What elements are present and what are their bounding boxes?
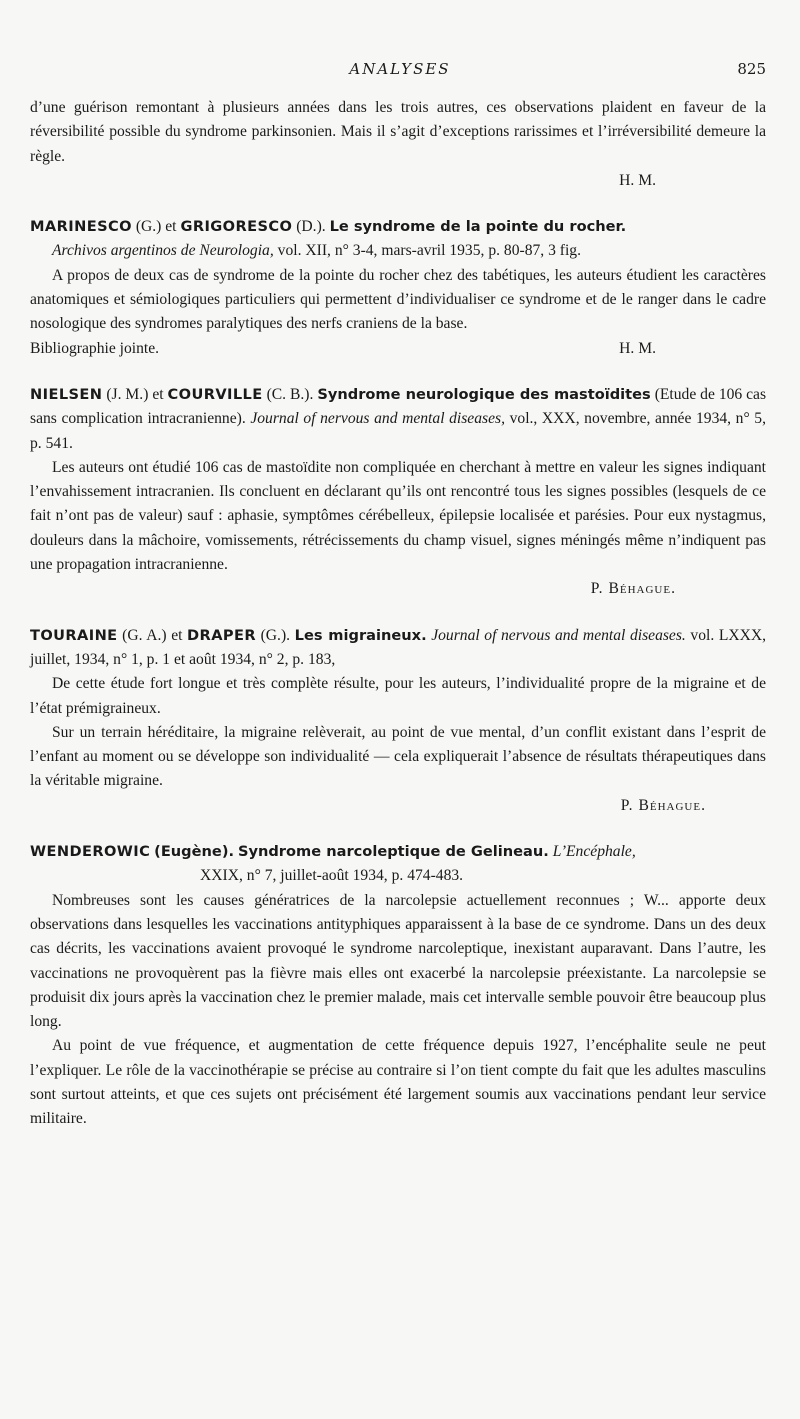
author-initials: (C. B.).: [266, 385, 314, 403]
signature: [30, 794, 766, 818]
running-head: [0, 60, 800, 82]
author-initials: (D.).: [296, 218, 326, 236]
abstract-paragraph: Les auteurs ont étudié 106 cas de mastoïdite non compliquée en cherchant à mettre en valeur les signes indiquant l’envahissement intracranien. Ils concluent en déclarant qu’ils ont rencontré tous les signes possibles (lesquels de ce fait n’ont pas de valeur) sauf : aphasie, symptômes cérébelleux, épilepsie localisée et parésies. Pour eux nystagmus, douleurs dans la mâchoire, vomissements, rétrécissements du champ visuel, signes méningés même n’indiquent pas une propagation intracranienne.: [30, 458, 766, 574]
author-initials: (Eugène).: [154, 843, 235, 861]
signature: H. M.: [619, 339, 656, 357]
page-content: [30, 96, 766, 1132]
journal-name: Archivos argentinos de Neurologia,: [52, 242, 274, 260]
author-name: WENDEROWIC: [30, 843, 151, 861]
citation: vol., XXX, novembre, année 1934, n° 5, p. 541.: [30, 410, 766, 452]
signature: [30, 577, 766, 601]
conjunction: et: [165, 218, 177, 236]
article-title: Les migraineux.: [294, 626, 427, 644]
article-title: Syndrome neurologique des mastoïdites: [317, 385, 651, 403]
review-entry: [30, 383, 766, 602]
author-initials: (G.).: [260, 626, 291, 644]
running-title: ANALYSES: [349, 60, 451, 78]
review-entry: [30, 624, 766, 818]
citation: vol. LXXX, juillet, 1934, n° 1, p. 1 et août 1934, n° 2, p. 183,: [30, 626, 767, 668]
author-initials: (G. A.): [122, 626, 167, 644]
page-number: 825: [737, 60, 766, 78]
journal-name: Journal of nervous and mental diseases.: [431, 626, 686, 644]
author-initials: (G.): [135, 218, 162, 236]
review-entry: [30, 215, 766, 361]
entry-header: [30, 383, 766, 456]
journal-name: L’Encéphale,: [552, 843, 636, 861]
conjunction: et: [152, 385, 164, 403]
biblio-line: [30, 337, 766, 361]
signature-name: P. Béhague.: [590, 580, 676, 598]
article-title: Le syndrome de la pointe du rocher.: [329, 218, 627, 236]
author-name: MARINESCO: [30, 218, 132, 236]
abstract-paragraph: Nombreuses sont les causes génératrices de la narcolepsie actuellement reconnues ; W... apporte deux observations dans lesquelles les vaccinations antityphiques apparaissent à la base de ce syndrome. Dans un des deux cas décrits, les vaccinations avaient provoqué le syndrome narcoleptique, inexistant auparavant. Dans l’autre, les vaccinations ne provoquèrent pas la fièvre mais elles ont exacerbé la narcolepsie préexistante. La narcolepsie se produisit dix jours après la vaccination chez le premier malade, mais cet intervalle semble pouvoir être beaucoup plus long.: [30, 891, 766, 1031]
bibliography-note: Bibliographie jointe.: [30, 339, 160, 357]
abstract-paragraph: Sur un terrain héréditaire, la migraine relèverait, au point de vue mental, d’un conflit existant dans l’esprit de l’enfant au moment ou se développe son individualité — cela expliquerait l’absence de résultats thérapeutiques dans la véritable migraine.: [30, 723, 766, 790]
abstract-paragraph: Au point de vue fréquence, et augmentation de cette fréquence depuis 1927, l’encéphalite seule ne peut l’expliquer. Le rôle de la vaccinothérapie se précise au contraire si l’on tient compte du fait que les adultes masculins sont surtout atteints, et que ces sujets ont précisément été largement soumis aux vaccinations pendant leur service militaire.: [30, 1037, 766, 1128]
signature: H. M.: [619, 171, 656, 189]
continuation-paragraph: d’une guérison remontant à plusieurs années dans les trois autres, ces observations plaident en faveur de la réversibilité possible du syndrome parkinsonien. Mais il s’agit d’exceptions rarissimes et l’irréversibilité demeure la règle.: [30, 99, 766, 165]
journal-name: Journal of nervous and mental diseases,: [250, 410, 505, 428]
citation: vol. XII, n° 3-4, mars-avril 1935, p. 80-87, 3 fig.: [277, 242, 582, 260]
author-name: COURVILLE: [167, 385, 263, 403]
abstract-paragraph: A propos de deux cas de syndrome de la pointe du rocher chez des tabétiques, les auteurs étudient les caractères anatomiques et sémiologiques particuliers qui permettent d’individualiser ce syndrome et de le ranger dans le cadre nosologique des syndromes paralytiques des nerfs craniens de la base.: [30, 266, 766, 333]
abstract-paragraph: De cette étude fort longue et très complète résulte, pour les auteurs, l’individualité propre de la migraine et de l’état prémigraineux.: [30, 675, 766, 717]
citation: XXIX, n° 7, juillet-août 1934, p. 474-483.: [200, 867, 464, 885]
entry-header: [30, 840, 766, 889]
conjunction: et: [171, 626, 183, 644]
title-note: (Etude de 106 cas sans complication intracranienne).: [30, 385, 767, 428]
author-name: DRAPER: [187, 626, 256, 644]
author-initials: (J. M.): [106, 385, 149, 403]
author-name: TOURAINE: [30, 626, 118, 644]
signature-name: P. Béhague.: [620, 796, 706, 814]
article-title: Syndrome narcoleptique de Gelineau.: [237, 843, 549, 861]
review-entry: [30, 840, 766, 1132]
entry-header: [30, 215, 766, 264]
author-name: NIELSEN: [30, 385, 103, 403]
entry-header: [30, 624, 766, 673]
author-name: GRIGORESCO: [180, 218, 293, 236]
